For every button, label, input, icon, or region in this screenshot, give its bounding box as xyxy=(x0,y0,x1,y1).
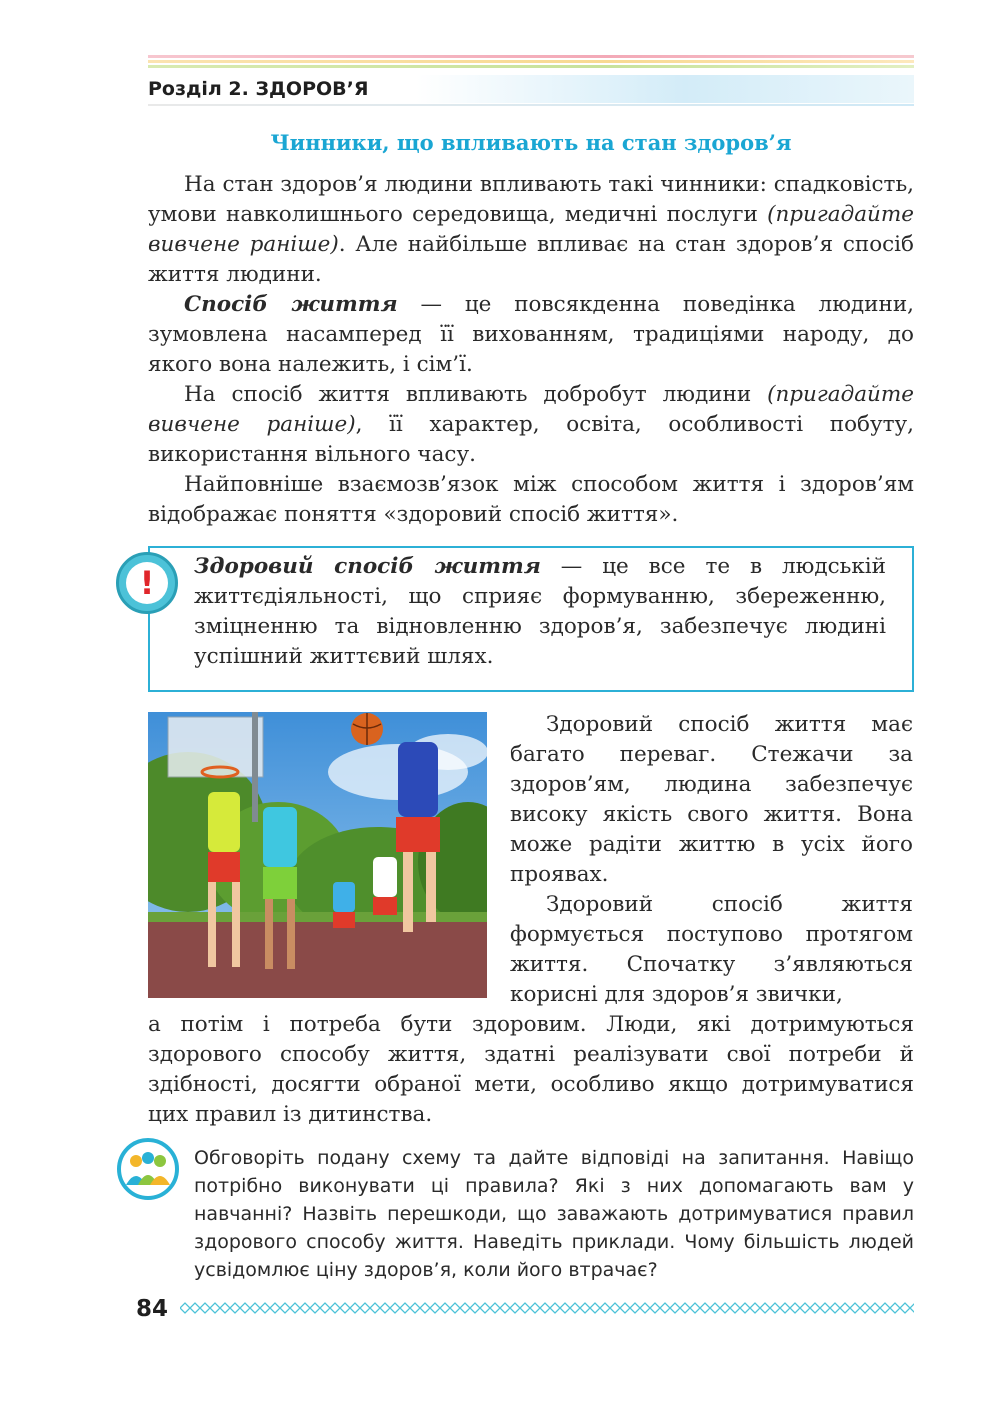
paragraph-influences: На спосіб життя впливають добробут людини (пригадайте вивчене раніше), її характер, освіта, особливості побуту, використання вільного часу. xyxy=(148,382,914,467)
paragraph-factors: На стан здоров’я людини впливають такі чинники: спадковість, умови навколишнього середовища, медичні послуги (пригадайте вивчене раніше). Але найбільше впливає на стан здоров’я спосіб життя людини. xyxy=(148,172,915,287)
definition-text: Здоровий спосіб життя — це все те в людській життєдіяльності, що сприяє формуванню, збереженню, зміцненню та відновленню здоров’я, забезпечує людині успішний життєвий шлях. xyxy=(194,554,887,669)
section-number: 2. xyxy=(228,78,249,100)
paragraph-relationship: Найповніше взаємозв’язок між способом життя і здоров’ям відображає поняття «здоровий спосіб життя». xyxy=(148,472,914,527)
term-lifestyle: Спосіб життя xyxy=(184,292,398,317)
header-divider xyxy=(148,104,914,106)
footer-ornament xyxy=(180,1300,914,1316)
running-header xyxy=(148,78,368,100)
benefits-text xyxy=(510,710,913,1010)
section-title: Чинники, що впливають на стан здоров’я xyxy=(270,130,792,155)
paragraph-benefits: Здоровий спосіб життя має багато переваг. Стежачи за здоров’ям, людина забезпечує високу якість свого життя. Вона може радіти життю в усіх його проявах. xyxy=(510,712,913,887)
paragraph-lifestyle: Спосіб життя — це повсякденна поведінка людини, зумовлена насамперед її вихованням, традиціями народу, до якого вона належить, і сім’ї. xyxy=(148,292,914,377)
basketball-photo xyxy=(148,712,487,998)
page-number: 84 xyxy=(136,1296,169,1322)
group-discussion-icon xyxy=(116,1137,180,1201)
discussion-task: Обговоріть подану схему та дайте відповіді на запитання. Навіщо потрібно виконувати ці правила? Які з них допомагають вам у навчанні? Назвіть перешкоди, що заважають дотримуватися правил здорового способу життя. Наведіть приклади. Чому більшість людей усвідомлює ціну здоров’я, коли його втрачає? xyxy=(194,1147,914,1281)
paragraph-continuation: а потім і потреба бути здоровим. Люди, які дотримуються здорового способу життя, здатні реалізувати свої потреби й здібності, досягти обраної мети, особливо якщо дотримуватися цих правил із дитинства. xyxy=(148,1012,914,1127)
recall-note: (пригадайте вивчене раніше) xyxy=(148,202,914,257)
recall-note: (пригадайте вивчене раніше) xyxy=(148,382,914,437)
exclamation-icon: ! xyxy=(116,552,178,614)
section-name: ЗДОРОВ’Я xyxy=(255,78,369,100)
term-healthy-lifestyle: Здоровий спосіб життя xyxy=(194,554,541,579)
paragraph-formation: Здоровий спосіб життя формується поступово протягом життя. Спочатку з’являються корисні для здоров’я звички, xyxy=(510,892,913,1007)
section-label: Розділ xyxy=(148,78,222,100)
